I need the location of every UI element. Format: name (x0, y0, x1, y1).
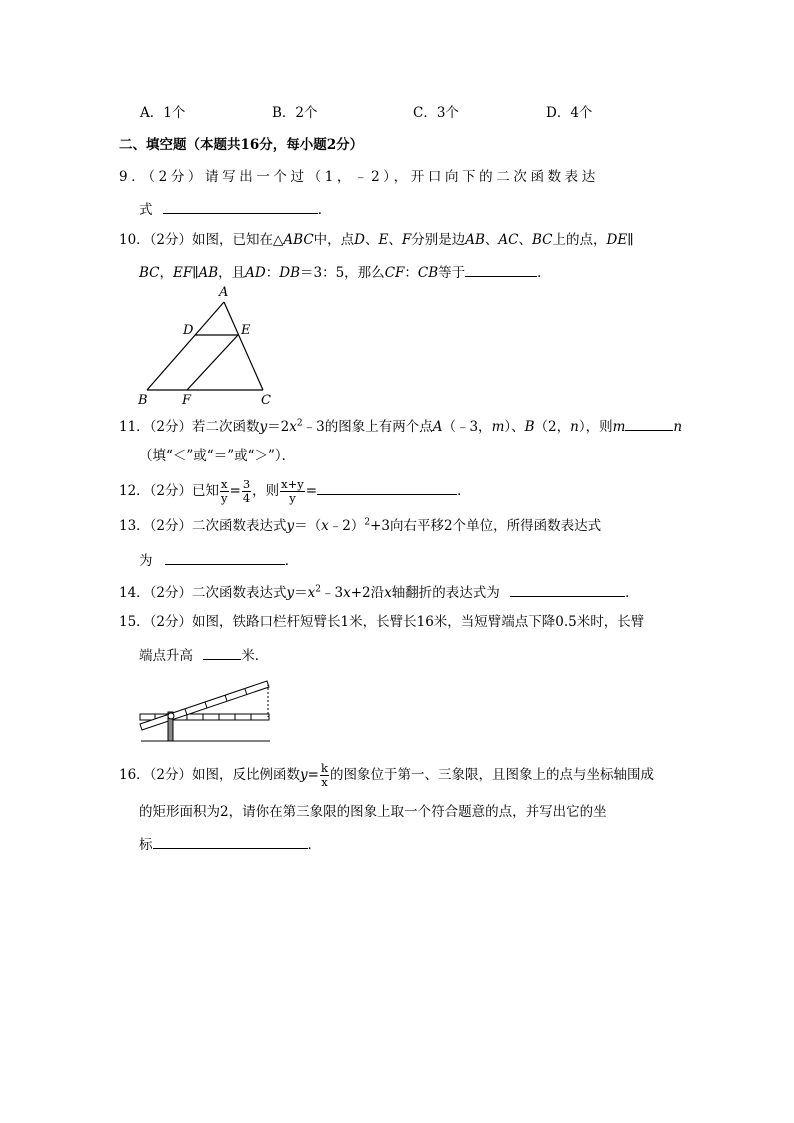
q12-answer-blank[interactable] (317, 480, 457, 495)
q12-f3-den: y (289, 491, 296, 505)
q11-a-coords1: （﹣3， (442, 419, 492, 435)
segment-ef (187, 335, 238, 390)
q14-rest: 轴翻折的表达式为 (391, 585, 500, 601)
q16-y: y (300, 767, 308, 783)
q12-fraction-target (280, 478, 305, 505)
q10-parallel2: ∥ (192, 265, 199, 281)
q13-end: ． (284, 553, 299, 569)
option-a: A．1个 (140, 105, 186, 121)
option-b: B．2个 (272, 105, 318, 121)
q13-eq: ＝（ (294, 518, 322, 534)
option-d: D．4个 (546, 105, 593, 121)
side-ab (147, 302, 224, 390)
q12-f1-num: x (221, 477, 228, 491)
q13-prefix: 13．（2分）二次函数表达式 (119, 518, 287, 534)
q10-abc: ABC (283, 232, 314, 248)
q10-sep4: 、 (518, 232, 532, 248)
q10-text-d: 上的点， (552, 232, 607, 248)
q14-answer-blank[interactable] (510, 582, 625, 597)
q11-prefix: 11．（2分）若二次函数 (119, 419, 260, 435)
q11-b-coords2: ），则 (578, 419, 613, 435)
q10-sep1: 、 (364, 232, 379, 248)
q11-m: m (491, 419, 505, 435)
q10-colon1: ： (265, 265, 280, 281)
q13-line1 (119, 517, 601, 535)
raised-arm (140, 681, 269, 730)
q16-line1-rest: 的图象位于第一、三象限，且图象上的点与坐标轴围成 (329, 767, 654, 783)
q13-answer-blank[interactable] (165, 550, 285, 565)
q14-line (119, 582, 639, 602)
q10-db: DB (279, 265, 300, 281)
q13-line2 (139, 550, 298, 570)
q16-line1 (119, 762, 654, 789)
q14-x2: x (343, 585, 351, 601)
q13-rest: +3向右平移2个单位，所得函数表达式 (370, 518, 602, 534)
q16-f-den: x (321, 775, 328, 789)
q11-y: y (259, 419, 268, 435)
q10-ab: AB (465, 232, 485, 248)
q10-triangle-figure (135, 282, 280, 407)
q10-answer-blank[interactable] (465, 262, 537, 277)
q15-end: 米． (241, 648, 269, 664)
q12-f2-den: 4 (242, 491, 251, 505)
q16-line3 (139, 834, 321, 854)
q11-b: B (524, 419, 535, 435)
q14-mid2: +2沿 (350, 585, 385, 601)
q10-sep3: 、 (484, 232, 499, 248)
q10-line2 (139, 262, 551, 282)
q13-line2-text: 为 (139, 553, 153, 569)
q10-sep2: 、 (388, 232, 402, 248)
q10-f: F (401, 232, 412, 248)
q12-prefix: 12．（2分）已知 (119, 483, 220, 499)
label-d: D (183, 323, 194, 338)
q11-x: x (289, 419, 297, 435)
q11-n2: n (673, 419, 683, 435)
q9-line2 (139, 199, 331, 219)
q14-end: ． (625, 585, 639, 601)
q12-f1-den: y (221, 491, 228, 505)
q10-colon2: ： (404, 265, 418, 281)
section-heading: 二、填空题（本题共16分，每小题2分） (119, 137, 364, 153)
q12-fraction-xy (220, 478, 229, 505)
label-f: F (182, 393, 192, 408)
q12-f2-num: 3 (242, 477, 251, 491)
option-c: C．3个 (413, 105, 459, 121)
q14-mid: ﹣3 (321, 585, 344, 601)
q11-exp: 2 (296, 418, 303, 429)
q10-text-c: 分别是边 (411, 232, 466, 248)
q11-m2: m (612, 419, 626, 435)
q10-end: ． (537, 265, 551, 281)
q11-rest: ﹣3的图象上有两个点 (302, 419, 433, 435)
q16-end: ． (307, 837, 321, 853)
q10-bc: BC (531, 232, 553, 248)
q12-end: ． (457, 483, 471, 499)
q14-y: y (286, 585, 295, 601)
q11-a: A (432, 419, 443, 435)
q10-d: D (354, 232, 365, 248)
q12-f3-num: x+y (281, 477, 304, 491)
q10-e: E (378, 232, 389, 248)
label-b: B (138, 393, 148, 408)
q16-line3-text: 标 (139, 837, 153, 853)
q9-answer-blank[interactable] (163, 199, 318, 214)
q16-answer-blank[interactable] (153, 834, 308, 849)
q10-cb: CB (417, 265, 439, 281)
q13-minus: ﹣2） (328, 518, 365, 534)
q14-x: x (307, 585, 316, 601)
pivot-point (168, 713, 174, 719)
q9-line1: 9．（2分）请写出一个过（1，﹣2），开口向下的二次函数表达 (119, 169, 599, 185)
q10-cf: CF (384, 265, 405, 281)
q10-ab2: AB (198, 265, 219, 281)
q10-ef: EF (173, 265, 193, 281)
q16-f-num: k (320, 761, 328, 775)
q10-text-mid: ，且 (218, 265, 246, 281)
q15-barrier-figure (135, 674, 280, 746)
q11-a-coords2: ）、 (504, 419, 525, 435)
q15-line2-text: 端点升高 (139, 648, 193, 664)
q10-text-b: 中，点 (313, 232, 355, 248)
q9-prefix: 式 (139, 202, 153, 218)
q12-eq: = (229, 483, 241, 499)
q12-eq2: = (305, 483, 318, 499)
q14-eq: ＝ (294, 585, 308, 601)
q10-text-end: 等于 (438, 265, 466, 281)
q14-exp: 2 (315, 584, 322, 595)
q16-eq: = (307, 767, 319, 783)
q10-text-a: 10．（2分）如图，已知在△ (119, 232, 284, 248)
q10-ac: AC (498, 232, 519, 248)
q16-prefix: 16．（2分）如图，反比例函数 (119, 767, 301, 783)
q10-parallel1: ∥ (627, 232, 634, 248)
q11-line2: （填“＜”或“＝”或“＞”）． (139, 448, 296, 464)
q15-answer-blank[interactable] (203, 645, 241, 660)
q9-end: ． (317, 202, 332, 218)
q10-ad: AD (245, 265, 266, 281)
q15-line1: 15．（2分）如图，铁路口栏杆短臂长1米，长臂长16米，当短臂端点下降0.5米时，长臂 (119, 614, 645, 630)
label-a: A (219, 285, 229, 300)
q13-exp: 2 (364, 517, 371, 528)
q10-de: DE (606, 232, 628, 248)
side-ac (224, 302, 263, 390)
label-e: E (241, 323, 251, 338)
q10-comma1: ， (159, 265, 174, 281)
q12-line (119, 478, 471, 505)
q13-x: x (321, 518, 329, 534)
q11-answer-blank[interactable] (625, 416, 673, 431)
q16-line2: 的矩形面积为2，请你在第三象限的图象上取一个符合题意的点，并写出它的坐 (139, 804, 607, 820)
q11-eq: ＝2 (267, 419, 290, 435)
q13-y: y (286, 518, 295, 534)
q10-bc2: BC (139, 265, 160, 281)
q14-prefix: 14．（2分）二次函数表达式 (119, 585, 287, 601)
q11-b-coords1: （2， (534, 419, 571, 435)
q10-line1 (119, 231, 633, 249)
q15-line2 (139, 645, 268, 665)
q12-fraction-34 (242, 478, 251, 505)
q11-line1 (119, 416, 682, 436)
q16-fraction-kx (320, 762, 329, 789)
q11-n: n (570, 419, 579, 435)
q14-x3: x (384, 585, 392, 601)
q10-ratio: ＝3：5，那么 (300, 265, 385, 281)
label-c: C (261, 393, 271, 408)
q12-mid: ，则 (252, 483, 280, 499)
